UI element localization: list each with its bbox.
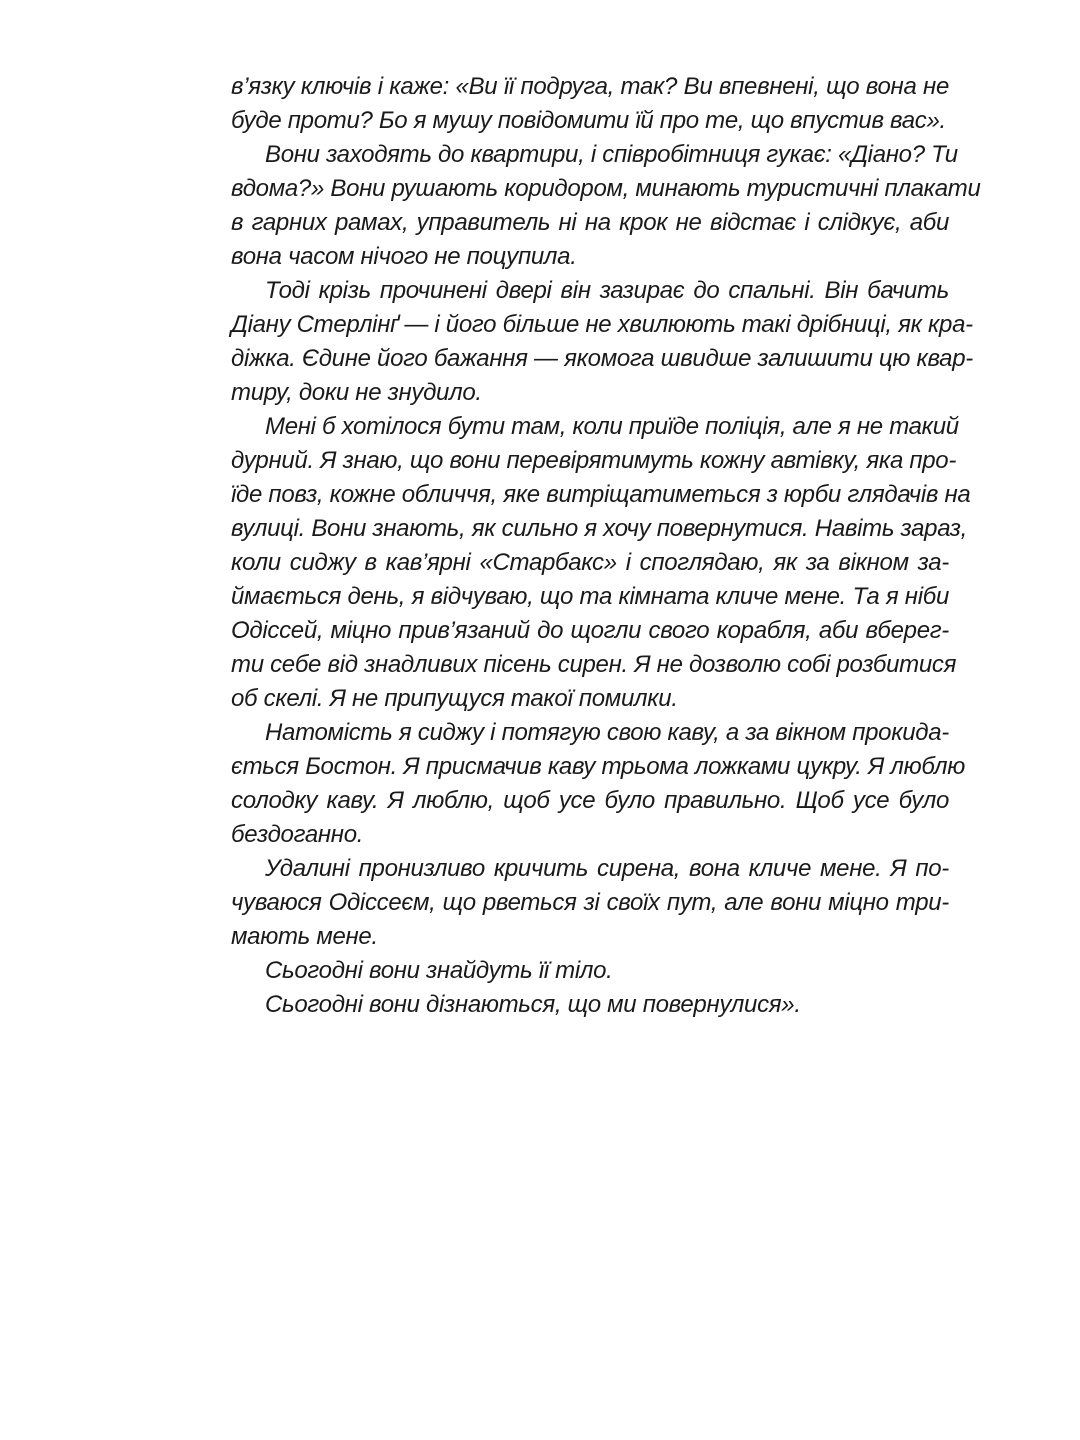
text-line: діжка. Єдине його бажання — якомога швидше залишити цю квар- [231,345,973,372]
paragraph-1 [231,70,949,138]
text-line: Діану Стерлінґ — і його більше не хвилюють такі дрібниці, як кра- [231,311,973,338]
text-line: буде проти? Бо я мушу повідомити їй про те, що впустив вас». [231,107,946,134]
text-line: вдома?» Вони рушають коридором, минають туристичні плакати [231,175,981,202]
text-line: чуваюся Одіссеєм, що рветься зі своїх пут, але вони міцно три- [231,889,949,916]
text-line: солодку каву. Я люблю, щоб усе було правильно. Щоб усе було [231,787,949,814]
text-line: ймається день, я відчуваю, що та кімната кличе мене. Та я ніби [231,583,949,610]
paragraph-4 [231,410,971,716]
paragraph-3 [231,274,973,410]
text-line: ти себе від знадливих пісень сирен. Я не дозволю собі розбитися [231,651,957,678]
paragraph-8 [231,988,949,1022]
paragraph-6 [231,852,949,954]
text-line: вона часом нічого не поцупила. [231,243,577,270]
text-line: в’язку ключів і каже: «Ви її подруга, так? Ви впевнені, що вона не [231,73,949,100]
text-line: Вони заходять до квартири, і співробітниця гукає: «Діано? Ти [265,141,958,168]
text-line: Мені б хотілося бути там, коли приїде поліція, але я не такий [265,413,959,440]
text-line: тиру, доки не знудило. [231,379,482,406]
paragraph-5 [231,716,966,852]
text-line: Тоді крізь прочинені двері він зазирає до спальні. Він бачить [265,277,949,304]
book-page [231,70,981,1022]
text-line: бездоганно. [231,821,364,848]
text-line: Сьогодні вони знайдуть її тіло. [265,957,613,984]
text-line: дурний. Я знаю, що вони перевірятимуть кожну автівку, яка про- [231,447,957,474]
text-line: об скелі. Я не припущуся такої помилки. [231,685,678,712]
text-line: мають мене. [231,923,378,950]
text-line: Сьогодні вони дізнаються, що ми повернулися». [265,991,801,1018]
text-line: ється Бостон. Я присмачив каву трьома ложками цукру. Я люблю [231,753,966,780]
text-line: Натомість я сиджу і потягую свою каву, а за вікном прокида- [265,719,949,746]
text-line: Одіссей, міцно прив’язаний до щогли свого корабля, аби вберег- [231,617,949,644]
text-line: в гарних рамах, управитель ні на крок не відстає і слідкує, аби [231,209,949,236]
text-line: вулиці. Вони знають, як сильно я хочу повернутися. Навіть зараз, [231,515,967,542]
text-line: Удалині пронизливо кричить сирена, вона кличе мене. Я по- [265,855,949,882]
text-line: їде повз, кожне обличчя, яке витріщатиметься з юрби глядачів на [231,481,971,508]
text-line: коли сиджу в кав’ярні «Старбакс» і споглядаю, як за вікном за- [231,549,949,576]
paragraph-7 [231,954,949,988]
paragraph-2 [231,138,981,274]
